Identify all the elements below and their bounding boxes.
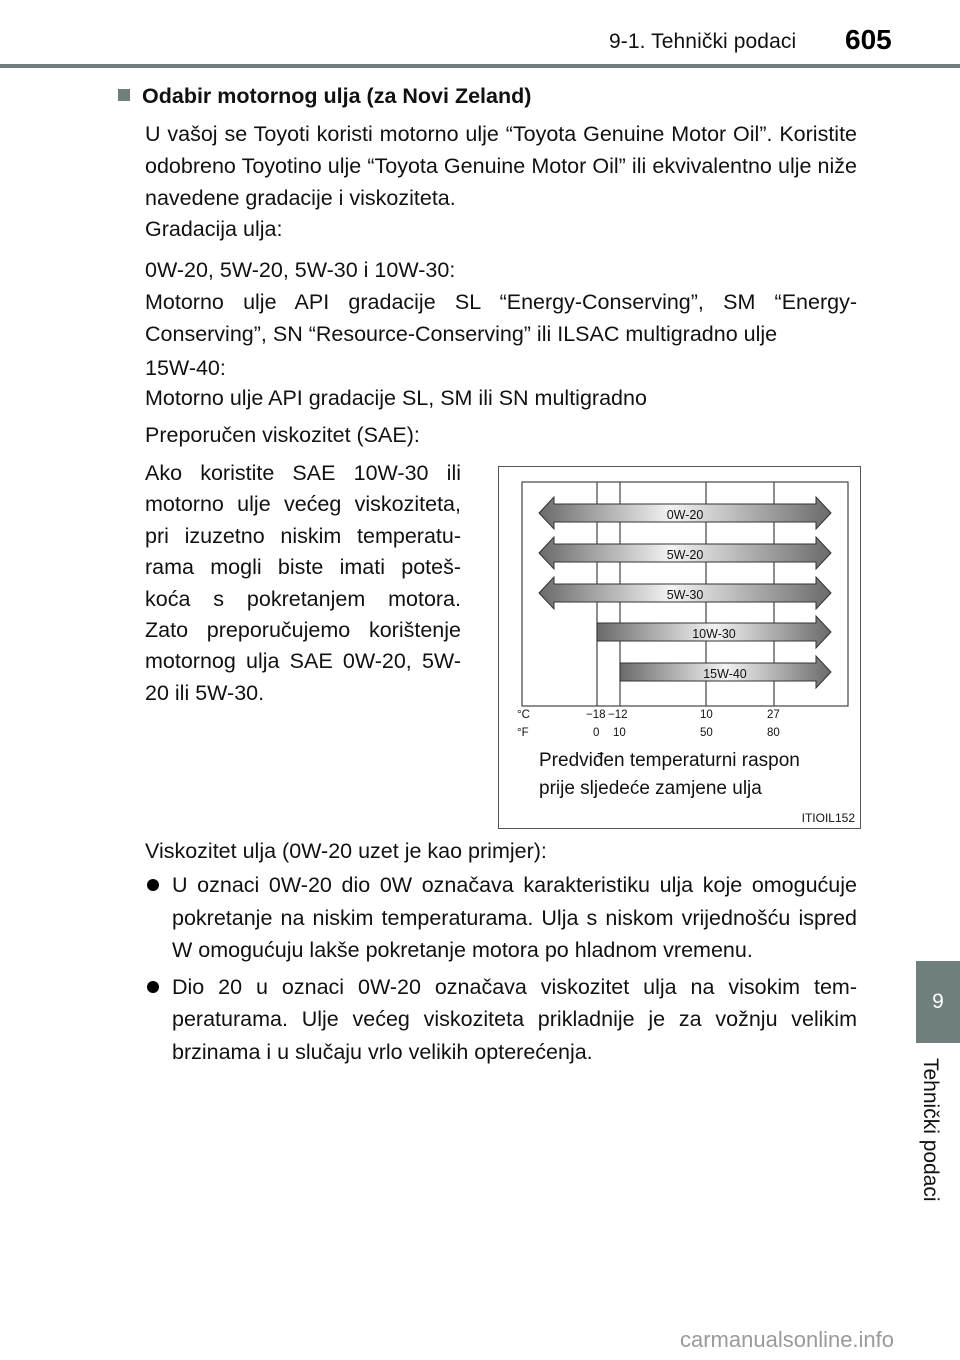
tick-f: 10: [613, 727, 626, 739]
header-rule: [0, 64, 960, 68]
grade-group2-text: Motorno ulje API gradacije SL, SM ili SN multigradno: [145, 386, 647, 410]
square-bullet-icon: [118, 89, 130, 101]
grade-group1-text: Motorno ulje API gradacije SL “Energy-Conserving”, SM “Energy-Conserving”, SN “Resource-Conserving” ili ILSAC multigradno ulje: [145, 290, 857, 346]
figure-code: ITIOIL152: [801, 811, 855, 825]
list-item-text: U oznaci 0W-20 dio 0W označava karakteristiku ulja koje omogućuje pokretanje na niskim temperaturama. Ulja s niskom vrijednošću ispred W omogućuju lakše pokretanje motora po hladnom vremenu.: [172, 873, 857, 962]
svg-text:0W-20: 0W-20: [666, 508, 704, 522]
page-number: 605: [845, 24, 892, 55]
svg-text:15W-40: 15W-40: [703, 667, 747, 681]
svg-text:5W-20: 5W-20: [666, 548, 704, 562]
grade-group2-title: 15W-40:: [145, 356, 226, 380]
note-line: motorno ulje većeg viskoziteta,: [145, 492, 461, 517]
cold-start-note: [145, 458, 461, 709]
watermark: carmanualsonline.info: [680, 1327, 895, 1352]
bullet-dot-icon: [147, 981, 159, 993]
note-line: rama mogli biste imati poteš-: [145, 555, 461, 580]
tick-c: −18: [586, 709, 606, 721]
celsius-unit-label: °C: [517, 709, 530, 721]
viscosity-label: Preporučen viskozitet (SAE):: [145, 423, 420, 447]
grade-label: Gradacija ulja:: [145, 217, 283, 241]
note-line: koća s pokretanjem motora.: [145, 586, 461, 611]
viscosity-bullet-list: [145, 868, 857, 1068]
chapter-number: 9: [932, 990, 944, 1013]
figure-caption-line: prije sljedeće zamjene ulja: [539, 778, 762, 799]
fahrenheit-unit-label: °F: [517, 727, 529, 739]
section-heading-text: Odabir motornog ulja (za Novi Zeland): [142, 84, 532, 108]
note-line: Ako koristite SAE 10W-30 ili: [145, 461, 461, 485]
tick-f: 0: [593, 727, 600, 739]
list-item: [145, 869, 857, 967]
tick-f: 80: [767, 727, 780, 739]
svg-text:10W-30: 10W-30: [692, 627, 736, 641]
svg-text:5W-30: 5W-30: [666, 588, 704, 602]
section-heading: [118, 80, 531, 112]
chapter-label: Tehnički podaci: [919, 1058, 942, 1202]
viscosity-temperature-chart: [498, 466, 861, 829]
example-label: Viskozitet ulja (0W-20 uzet je kao primjer):: [145, 839, 547, 863]
tick-c: 10: [700, 709, 713, 721]
chapter-tab: [916, 961, 960, 1043]
list-item-text: Dio 20 u oznaci 0W-20 označava viskozitet ulja na visokim temperaturama. Ulje većeg viskoziteta prikladnije je za vožnju velikim brzinama i u slučaju vrlo velikih opterećenja.: [172, 974, 857, 1064]
note-line: pri izuzetno niskim temperatu-: [145, 523, 461, 548]
grade-group1-title: 0W-20, 5W-20, 5W-30 i 10W-30:: [145, 258, 456, 282]
running-header-title: 9-1. Tehnički podaci: [609, 30, 797, 53]
tick-c: −12: [608, 709, 628, 721]
viscosity-chart-graphic: [499, 467, 859, 707]
list-item: [145, 971, 857, 1069]
bullet-dot-icon: [147, 879, 159, 891]
note-line: motornog ulja SAE 0W-20, 5W-: [145, 649, 461, 674]
figure-caption-line: Predviđen temperaturni raspon: [539, 750, 800, 771]
note-line: Zato preporučujemo korištenje: [145, 618, 461, 643]
intro-paragraph: U vašoj se Toyoti koristi motorno ulje “Toyota Genuine Motor Oil”. Koristite odobreno Toyotino ulje “Toyota Genuine Motor Oil” ili ekvivalentno ulje niže navedene gradacije i viskoziteta.: [145, 122, 857, 210]
tick-c: 27: [767, 709, 780, 721]
figure-caption: [539, 747, 800, 803]
note-line: 20 ili 5W-30.: [145, 680, 265, 705]
tick-f: 50: [700, 727, 713, 739]
